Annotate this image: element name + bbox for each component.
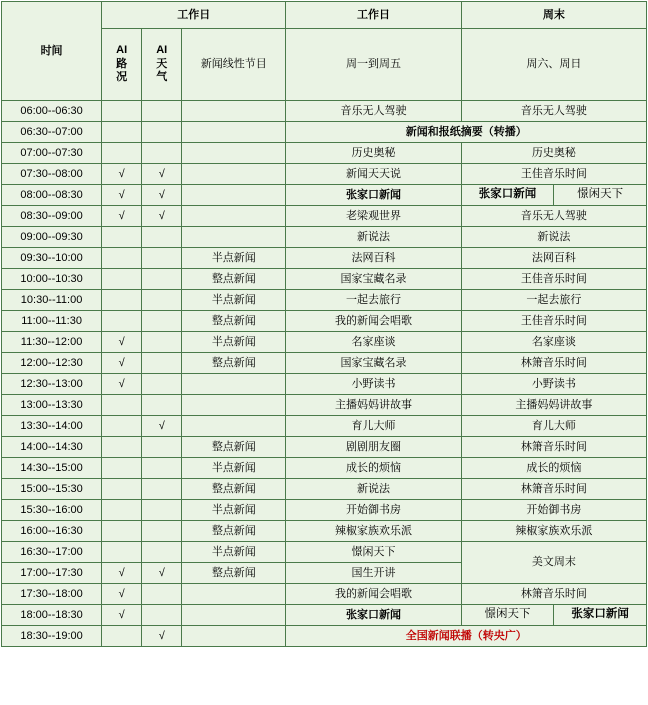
row-time: 12:30--13:00 [2, 374, 102, 395]
row-news-linear [182, 416, 286, 437]
row-weekday-program: 一起去旅行 [286, 290, 461, 311]
row-weekend-program: 林箫音乐时间 [461, 437, 646, 458]
header-ai-road-text: AI 路 况 [116, 43, 128, 84]
row-news-linear: 半点新闻 [182, 500, 286, 521]
row-weekend-program-split [461, 605, 646, 626]
row-weekend-program-split [461, 185, 646, 206]
row-weekend-program: 音乐无人驾驶 [461, 206, 646, 227]
row-ai-road: √ [102, 332, 142, 353]
row-time: 08:00--08:30 [2, 185, 102, 206]
row-weekday-program: 新闻天天说 [286, 164, 461, 185]
table-row [2, 248, 647, 269]
row-weekend-program: 林箫音乐时间 [461, 584, 646, 605]
row-ai-road [102, 521, 142, 542]
table-row [2, 542, 647, 563]
row-time: 12:00--12:30 [2, 353, 102, 374]
row-span-program: 新闻和报纸摘要（转播） [286, 122, 647, 143]
table-row [2, 458, 647, 479]
table-header [2, 2, 647, 101]
row-weekday-program: 名家座谈 [286, 332, 461, 353]
table-row [2, 500, 647, 521]
row-ai-road [102, 143, 142, 164]
table-row [2, 143, 647, 164]
row-weekend-program: 一起去旅行 [461, 290, 646, 311]
row-ai-road [102, 311, 142, 332]
table-row [2, 395, 647, 416]
table-row [2, 521, 647, 542]
row-news-linear [182, 143, 286, 164]
row-weekend-program-part: 憬闲天下 [462, 605, 555, 624]
row-ai-weather [142, 101, 182, 122]
row-ai-road: √ [102, 374, 142, 395]
row-weekday-program: 国家宝藏名录 [286, 353, 461, 374]
broadcast-schedule-table [1, 1, 647, 647]
row-weekend-program: 新说法 [461, 227, 646, 248]
header-weekend-days: 周六、周日 [461, 29, 646, 101]
row-time: 10:00--10:30 [2, 269, 102, 290]
row-time: 11:00--11:30 [2, 311, 102, 332]
row-weekend-program: 王佳音乐时间 [461, 164, 646, 185]
row-time: 14:00--14:30 [2, 437, 102, 458]
row-time: 18:30--19:00 [2, 626, 102, 647]
header-time: 时间 [2, 2, 102, 101]
row-weekday-program: 育儿大师 [286, 416, 461, 437]
row-ai-weather [142, 353, 182, 374]
row-ai-road [102, 458, 142, 479]
row-news-linear: 整点新闻 [182, 437, 286, 458]
row-weekday-program: 我的新闻会唱歌 [286, 584, 461, 605]
row-ai-weather [142, 290, 182, 311]
row-ai-weather [142, 584, 182, 605]
row-weekend-program: 王佳音乐时间 [461, 269, 646, 290]
row-time: 10:30--11:00 [2, 290, 102, 311]
row-weekend-program: 王佳音乐时间 [461, 311, 646, 332]
row-news-linear: 整点新闻 [182, 353, 286, 374]
table-row [2, 605, 647, 626]
row-weekday-program: 辣椒家族欢乐派 [286, 521, 461, 542]
table-row [2, 185, 647, 206]
header-ai-weather-text: AI 天 气 [156, 43, 168, 84]
table-body [2, 101, 647, 647]
row-time: 09:00--09:30 [2, 227, 102, 248]
row-time: 15:30--16:00 [2, 500, 102, 521]
row-time: 16:30--17:00 [2, 542, 102, 563]
row-time: 11:30--12:00 [2, 332, 102, 353]
row-news-linear [182, 101, 286, 122]
row-weekend-program: 小野读书 [461, 374, 646, 395]
row-ai-weather [142, 311, 182, 332]
table-row [2, 311, 647, 332]
table-row [2, 332, 647, 353]
row-news-linear: 半点新闻 [182, 458, 286, 479]
header-weekday-days: 周一到周五 [286, 29, 461, 101]
row-time: 13:30--14:00 [2, 416, 102, 437]
row-weekend-program: 美文周末 [461, 542, 646, 584]
row-time: 07:30--08:00 [2, 164, 102, 185]
row-ai-road: √ [102, 584, 142, 605]
row-weekday-program: 我的新闻会唱歌 [286, 311, 461, 332]
row-news-linear: 半点新闻 [182, 542, 286, 563]
row-ai-road: √ [102, 185, 142, 206]
row-ai-weather [142, 395, 182, 416]
row-ai-weather [142, 542, 182, 563]
row-weekend-program: 开始御书房 [461, 500, 646, 521]
row-weekday-program: 国生开讲 [286, 563, 461, 584]
row-weekend-program-part: 张家口新闻 [462, 185, 555, 204]
table-row [2, 626, 647, 647]
row-ai-weather: √ [142, 626, 182, 647]
table-row [2, 416, 647, 437]
row-ai-weather [142, 521, 182, 542]
row-weekend-program-part: 憬闲天下 [577, 188, 624, 201]
row-weekend-program: 育儿大师 [461, 416, 646, 437]
row-time: 18:00--18:30 [2, 605, 102, 626]
table-row [2, 227, 647, 248]
row-weekday-program: 憬闲天下 [286, 542, 461, 563]
row-ai-road [102, 269, 142, 290]
row-ai-weather [142, 227, 182, 248]
row-weekend-program-part: 张家口新闻 [571, 608, 629, 621]
table-row [2, 101, 647, 122]
row-news-linear [182, 164, 286, 185]
row-ai-road: √ [102, 206, 142, 227]
row-news-linear: 整点新闻 [182, 521, 286, 542]
row-span-program: 全国新闻联播（转央广） [286, 626, 647, 647]
row-news-linear [182, 227, 286, 248]
row-ai-road: √ [102, 353, 142, 374]
row-weekend-program: 主播妈妈讲故事 [461, 395, 646, 416]
row-ai-weather: √ [142, 563, 182, 584]
row-ai-road: √ [102, 563, 142, 584]
table-row [2, 584, 647, 605]
row-time: 17:30--18:00 [2, 584, 102, 605]
row-news-linear [182, 584, 286, 605]
row-news-linear: 半点新闻 [182, 290, 286, 311]
row-time: 09:30--10:00 [2, 248, 102, 269]
row-ai-weather [142, 437, 182, 458]
table-row [2, 290, 647, 311]
row-ai-weather [142, 605, 182, 626]
row-news-linear [182, 122, 286, 143]
header-weekend-group: 周末 [461, 2, 646, 29]
row-ai-road [102, 395, 142, 416]
row-news-linear [182, 605, 286, 626]
row-weekday-program: 新说法 [286, 227, 461, 248]
row-ai-road [102, 437, 142, 458]
header-weekday-group: 工作日 [102, 2, 286, 29]
table-row [2, 437, 647, 458]
row-time: 06:00--06:30 [2, 101, 102, 122]
row-ai-road: √ [102, 164, 142, 185]
row-news-linear [182, 395, 286, 416]
row-news-linear: 半点新闻 [182, 332, 286, 353]
row-news-linear: 整点新闻 [182, 269, 286, 290]
row-weekday-program: 小野读书 [286, 374, 461, 395]
row-ai-weather: √ [142, 206, 182, 227]
row-weekend-program: 林箫音乐时间 [461, 353, 646, 374]
row-weekday-program: 国家宝藏名录 [286, 269, 461, 290]
row-ai-road [102, 290, 142, 311]
table-row [2, 374, 647, 395]
row-weekday-program: 开始御书房 [286, 500, 461, 521]
row-time: 07:00--07:30 [2, 143, 102, 164]
table-row [2, 164, 647, 185]
row-news-linear: 半点新闻 [182, 248, 286, 269]
table-row [2, 353, 647, 374]
row-ai-weather: √ [142, 416, 182, 437]
row-weekend-program: 名家座谈 [461, 332, 646, 353]
row-weekday-program: 历史奥秘 [286, 143, 461, 164]
row-ai-road [102, 122, 142, 143]
row-ai-road: √ [102, 605, 142, 626]
row-weekday-program: 法网百科 [286, 248, 461, 269]
row-ai-weather [142, 332, 182, 353]
row-ai-road [102, 227, 142, 248]
row-news-linear: 整点新闻 [182, 311, 286, 332]
row-ai-road [102, 500, 142, 521]
row-time: 16:00--16:30 [2, 521, 102, 542]
row-weekday-program: 主播妈妈讲故事 [286, 395, 461, 416]
row-ai-weather [142, 479, 182, 500]
header-ai-weather [142, 29, 182, 101]
row-ai-weather [142, 143, 182, 164]
row-news-linear [182, 185, 286, 206]
row-weekend-program: 辣椒家族欢乐派 [461, 521, 646, 542]
row-weekend-program: 林箫音乐时间 [461, 479, 646, 500]
row-news-linear [182, 374, 286, 395]
row-ai-weather [142, 269, 182, 290]
row-weekend-program: 历史奥秘 [461, 143, 646, 164]
row-time: 17:00--17:30 [2, 563, 102, 584]
row-ai-weather [142, 122, 182, 143]
row-ai-weather [142, 374, 182, 395]
table-row [2, 122, 647, 143]
row-weekday-program: 张家口新闻 [286, 185, 461, 206]
row-ai-weather [142, 248, 182, 269]
row-weekday-program: 成长的烦恼 [286, 458, 461, 479]
row-time: 06:30--07:00 [2, 122, 102, 143]
row-time: 13:00--13:30 [2, 395, 102, 416]
row-ai-road [102, 101, 142, 122]
row-news-linear: 整点新闻 [182, 563, 286, 584]
row-ai-road [102, 626, 142, 647]
row-news-linear: 整点新闻 [182, 479, 286, 500]
row-weekend-program: 成长的烦恼 [461, 458, 646, 479]
row-weekday-program: 剧剧朋友圈 [286, 437, 461, 458]
row-ai-road [102, 479, 142, 500]
row-ai-road [102, 248, 142, 269]
row-weekend-program: 法网百科 [461, 248, 646, 269]
row-weekend-program: 音乐无人驾驶 [461, 101, 646, 122]
header-weekday-group-2: 工作日 [286, 2, 461, 29]
row-weekday-program: 张家口新闻 [286, 605, 461, 626]
row-weekday-program: 音乐无人驾驶 [286, 101, 461, 122]
row-ai-road [102, 542, 142, 563]
row-weekday-program: 新说法 [286, 479, 461, 500]
table-row [2, 479, 647, 500]
header-ai-road [102, 29, 142, 101]
row-time: 15:00--15:30 [2, 479, 102, 500]
row-ai-road [102, 416, 142, 437]
row-ai-weather [142, 500, 182, 521]
row-ai-weather: √ [142, 164, 182, 185]
table-row [2, 206, 647, 227]
row-ai-weather: √ [142, 185, 182, 206]
table-row [2, 269, 647, 290]
row-ai-weather [142, 458, 182, 479]
row-news-linear [182, 206, 286, 227]
row-time: 14:30--15:00 [2, 458, 102, 479]
header-news-linear: 新闻线性节目 [182, 29, 286, 101]
row-news-linear [182, 626, 286, 647]
row-weekday-program: 老梁观世界 [286, 206, 461, 227]
row-time: 08:30--09:00 [2, 206, 102, 227]
